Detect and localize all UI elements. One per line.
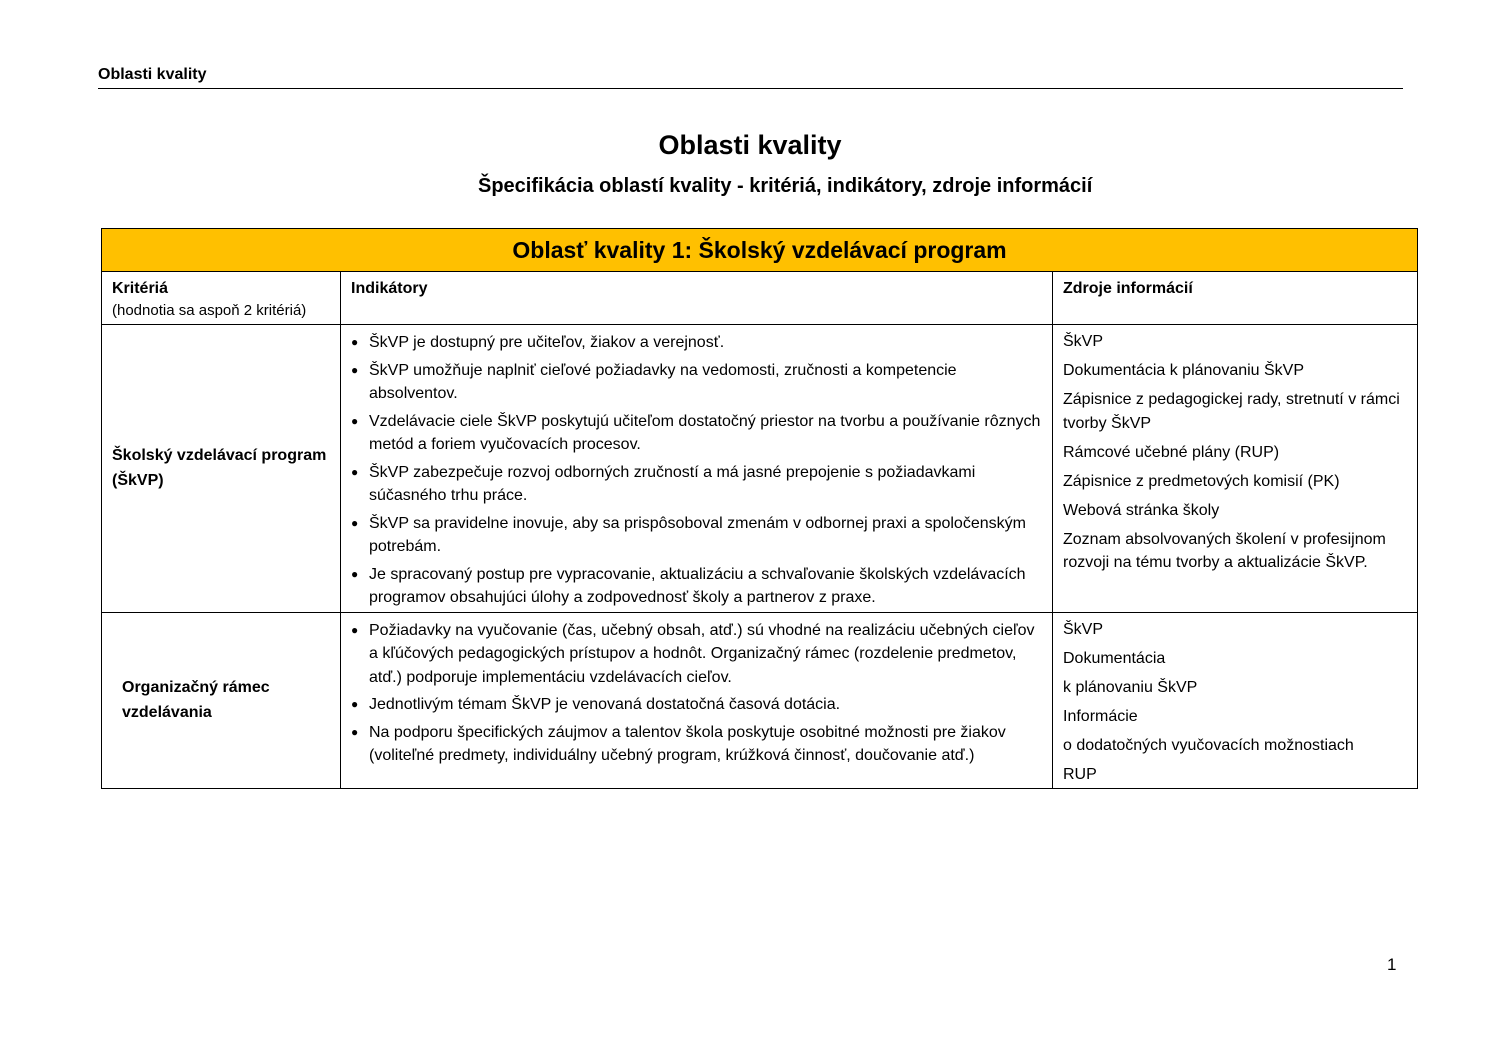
indicator-item: ● Je spracovaný postup pre vypracovanie, aktualizáciu a schvaľovanie školských vzdelávacích programov obsahujúci úlohy a zodpovednosť školy a partnerov z praxe. xyxy=(351,563,1042,610)
indicator-item: ● ŠkVP zabezpečuje rozvoj odborných zručností a má jasné prepojenie s požiadavkami súčasného trhu práce. xyxy=(351,461,1042,508)
bullet-icon: ● xyxy=(351,362,359,377)
running-header xyxy=(98,64,1403,89)
criteria-header-label: Kritériá xyxy=(112,280,169,297)
indicator-list xyxy=(341,613,1052,770)
table-row xyxy=(102,612,1418,789)
source-item: RUP xyxy=(1063,765,1097,783)
criterion-cell: Organizačný rámec vzdelávania xyxy=(102,612,341,789)
source-item: ŠkVP xyxy=(1063,620,1104,638)
column-header-row xyxy=(102,272,1418,325)
bullet-icon: ● xyxy=(351,566,359,581)
bullet-icon: ● xyxy=(351,335,359,349)
source-list xyxy=(1053,613,1417,789)
source-item: k plánovaniu ŠkVP xyxy=(1063,678,1198,696)
indicator-item: ● ŠkVP umožňuje naplniť cieľové požiadavky na vedomosti, zručnosti a kompetencie absolventov. xyxy=(351,359,1042,406)
column-header-sources: Zdroje informácií xyxy=(1053,272,1418,325)
source-item: Rámcové učebné plány (RUP) xyxy=(1063,443,1280,461)
indicators-cell xyxy=(341,325,1053,613)
indicator-item: ● ŠkVP je dostupný pre učiteľov, žiakov a verejnosť. xyxy=(351,331,1042,355)
criteria-header-note: (hodnotia sa aspoň 2 kritériá) xyxy=(112,302,307,319)
indicator-item: ● Vzdelávacie ciele ŠkVP poskytujú učiteľom dostatočný priestor na tvorbu a používanie rôznych metód a foriem vyučovacích procesov. xyxy=(351,410,1042,457)
source-list xyxy=(1053,325,1417,577)
area-title: Oblasť kvality 1: Školský vzdelávací program xyxy=(102,229,1418,272)
source-item: Zoznam absolvovaných školení v profesijnom rozvoji na tému tvorby a aktualizácie ŠkVP. xyxy=(1063,530,1386,571)
indicator-list xyxy=(341,325,1052,612)
source-item: Informácie xyxy=(1063,707,1138,725)
source-item: Dokumentácia xyxy=(1063,649,1166,667)
page-number: 1 xyxy=(1387,955,1397,974)
column-header-indicators: Indikátory xyxy=(341,272,1053,325)
bullet-icon: ● xyxy=(351,724,359,739)
source-item: ŠkVP xyxy=(1063,333,1104,350)
bullet-icon: ● xyxy=(351,515,359,530)
indicators-cell xyxy=(341,612,1053,789)
bullet-icon: ● xyxy=(351,464,359,479)
running-header-title: Oblasti kvality xyxy=(98,66,207,83)
indicator-item: ● Na podporu špecifických záujmov a talentov škola poskytuje osobitné možnosti pre žiakov (voliteľné predmety, individuálny učebný program, krúžková činnosť, doučovanie atď.) xyxy=(351,721,1042,768)
source-item: Zápisnice z pedagogickej rady, stretnutí v rámci tvorby ŠkVP xyxy=(1063,391,1400,432)
page-subtitle: Špecifikácia oblastí kvality - kritériá, indikátory, zdroje informácií xyxy=(478,175,1093,197)
criterion-cell: Školský vzdelávací program (ŠkVP) xyxy=(102,325,341,613)
indicator-item: ● Požiadavky na vyučovanie (čas, učebný obsah, atď.) sú vhodné na realizáciu učebných cieľov a kľúčových pedagogických prístupov a hodnôt. Organizačný rámec (rozdelenie predmetov, atď.) podporuje implementáciu vzdelávacích cieľov. xyxy=(351,619,1042,690)
page-title: Oblasti kvality xyxy=(658,130,842,160)
source-item: Webová stránka školy xyxy=(1063,501,1220,519)
area-title-row xyxy=(102,229,1418,272)
indicator-item: ● ŠkVP sa pravidelne inovuje, aby sa prispôsoboval zmenám v odbornej praxi a spoločenským potrebám. xyxy=(351,512,1042,559)
quality-area-table xyxy=(101,228,1418,789)
bullet-icon: ● xyxy=(351,697,359,711)
indicator-item: ● Jednotlivým témam ŠkVP je venovaná dostatočná časová dotácia. xyxy=(351,693,1042,717)
sources-cell xyxy=(1053,325,1418,613)
source-item: o dodatočných vyučovacích možnostiach xyxy=(1063,736,1354,754)
source-item: Dokumentácia k plánovaniu ŠkVP xyxy=(1063,362,1305,379)
table-row xyxy=(102,325,1418,613)
sources-cell xyxy=(1053,612,1418,789)
bullet-icon: ● xyxy=(351,413,359,428)
source-item: Zápisnice z predmetových komisií (PK) xyxy=(1063,472,1340,490)
column-header-criteria xyxy=(102,272,341,325)
bullet-icon: ● xyxy=(351,622,359,637)
